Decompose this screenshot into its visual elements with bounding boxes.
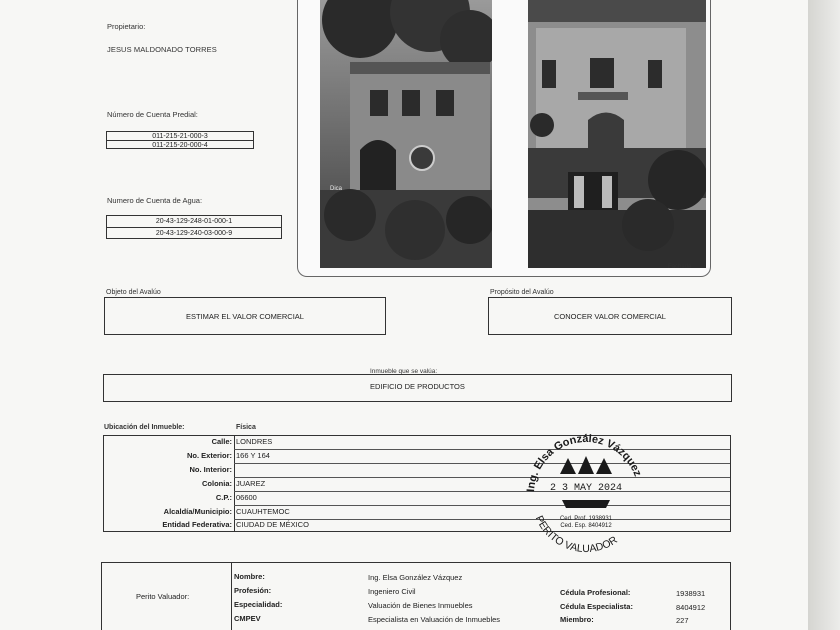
cuenta-predial-label: Número de Cuenta Predial:	[107, 110, 198, 119]
perito-especialidad: Valuación de Bienes Inmuebles	[368, 601, 473, 610]
objeto-value: ESTIMAR EL VALOR COMERCIAL	[104, 297, 386, 335]
perito-nombre: Ing. Elsa González Vázquez	[368, 573, 463, 582]
perito-profesion: Ingeniero Civil	[368, 587, 416, 596]
ubic-row-line	[234, 463, 730, 464]
ubic-row-line	[234, 477, 730, 478]
ubicacion-label: Ubicación del Inmueble:	[104, 424, 185, 431]
cuenta-agua-label: Numero de Cuenta de Agua:	[107, 196, 203, 205]
owner-label: Propietario:	[107, 22, 146, 31]
perito-cedula-prof-label: Cédula Profesional:	[560, 588, 631, 597]
photo-right-caption: Fachada	[668, 264, 692, 270]
ubic-row-line	[234, 505, 730, 506]
ubic-row-value-6: CIUDAD DE MÉXICO	[236, 520, 309, 529]
ubic-row-label-3: Colonia:	[202, 479, 232, 488]
cuenta-agua-box	[106, 215, 282, 239]
inmueble-box	[103, 374, 732, 402]
perito-cedula-prof: 1938931	[676, 589, 706, 598]
proposito-label: Propósito del Avalúo	[490, 289, 554, 296]
proposito-value: CONOCER VALOR COMERCIAL	[488, 297, 732, 335]
photo-right	[528, 0, 706, 268]
perito-miembro-label: Miembro:	[560, 615, 594, 624]
ubic-row-label-5: Alcaldía/Municipio:	[163, 507, 232, 516]
ubic-row-label-6: Entidad Federativa:	[162, 520, 232, 529]
photo-frame	[297, 0, 711, 277]
stamp-date: 2 3 MAY 2024	[549, 483, 623, 494]
cuenta-predial-1: 011-215-21-000-3	[107, 132, 253, 141]
perito-cmpev: Especialista en Valuación de Inmuebles	[368, 615, 501, 624]
ubic-row-label-4: C.P.:	[215, 493, 232, 502]
ubicacion-tipo: Física	[236, 424, 256, 431]
cuenta-agua-2: 20-43-129-240-03-000-9	[155, 230, 233, 237]
perito-label: Perito Valuador:	[136, 592, 190, 601]
ubic-row-line	[234, 491, 730, 492]
ubic-row-label-0: Calle:	[211, 437, 232, 446]
stamp-name: Ing. Elsa González Vázquez	[525, 432, 644, 493]
perito-especialidad-label: Especialidad:	[234, 600, 283, 609]
photo-left	[320, 0, 492, 268]
page-edge-shadow	[808, 0, 840, 630]
perito-divider	[231, 562, 232, 630]
inmueble-value: EDIFICIO DE PRODUCTOS	[370, 382, 465, 391]
perito-cmpev-label: CMPEV	[234, 614, 261, 623]
perito-profesion-label: Profesión:	[234, 586, 272, 595]
ubic-row-value-1: 166 Y 164	[236, 451, 270, 460]
ubic-row-label-1: No. Exterior:	[186, 451, 232, 460]
perito-cedula-esp: 8404912	[676, 603, 706, 612]
perito-nombre-label: Nombre:	[234, 572, 265, 581]
ubic-row-line	[234, 449, 730, 450]
inmueble-label: Inmueble que se valúa:	[370, 368, 438, 375]
owner-name: JESUS MALDONADO TORRES	[107, 45, 217, 54]
perito-cedula-esp-label: Cédula Especialista:	[560, 602, 633, 611]
stamp-title: PERITO VALUADOR	[532, 513, 620, 556]
objeto-label: Objeto del Avalúo	[106, 289, 161, 296]
ubic-row-value-4: 06600	[236, 493, 257, 502]
cuenta-agua-1: 20-43-129-248-01-000-1	[107, 216, 281, 228]
perito-stamp	[520, 428, 650, 558]
stamp-ced-esp: Ced. Esp. 8404912	[560, 523, 612, 529]
stamp-ced-prof: Ced. Prof. 1938931	[559, 516, 613, 522]
ubic-row-value-5: CUAUHTEMOC	[236, 507, 290, 516]
perito-miembro: 227	[676, 616, 689, 625]
photo-left-caption: Dica	[330, 186, 343, 192]
ubic-row-value-0: LONDRES	[236, 437, 273, 446]
ubic-row-label-2: No. Interior:	[189, 465, 232, 474]
ubic-row-value-3: JUAREZ	[236, 479, 266, 488]
cuenta-predial-2: 011-215-20-000-4	[152, 141, 208, 149]
cuenta-predial-box	[106, 131, 254, 149]
